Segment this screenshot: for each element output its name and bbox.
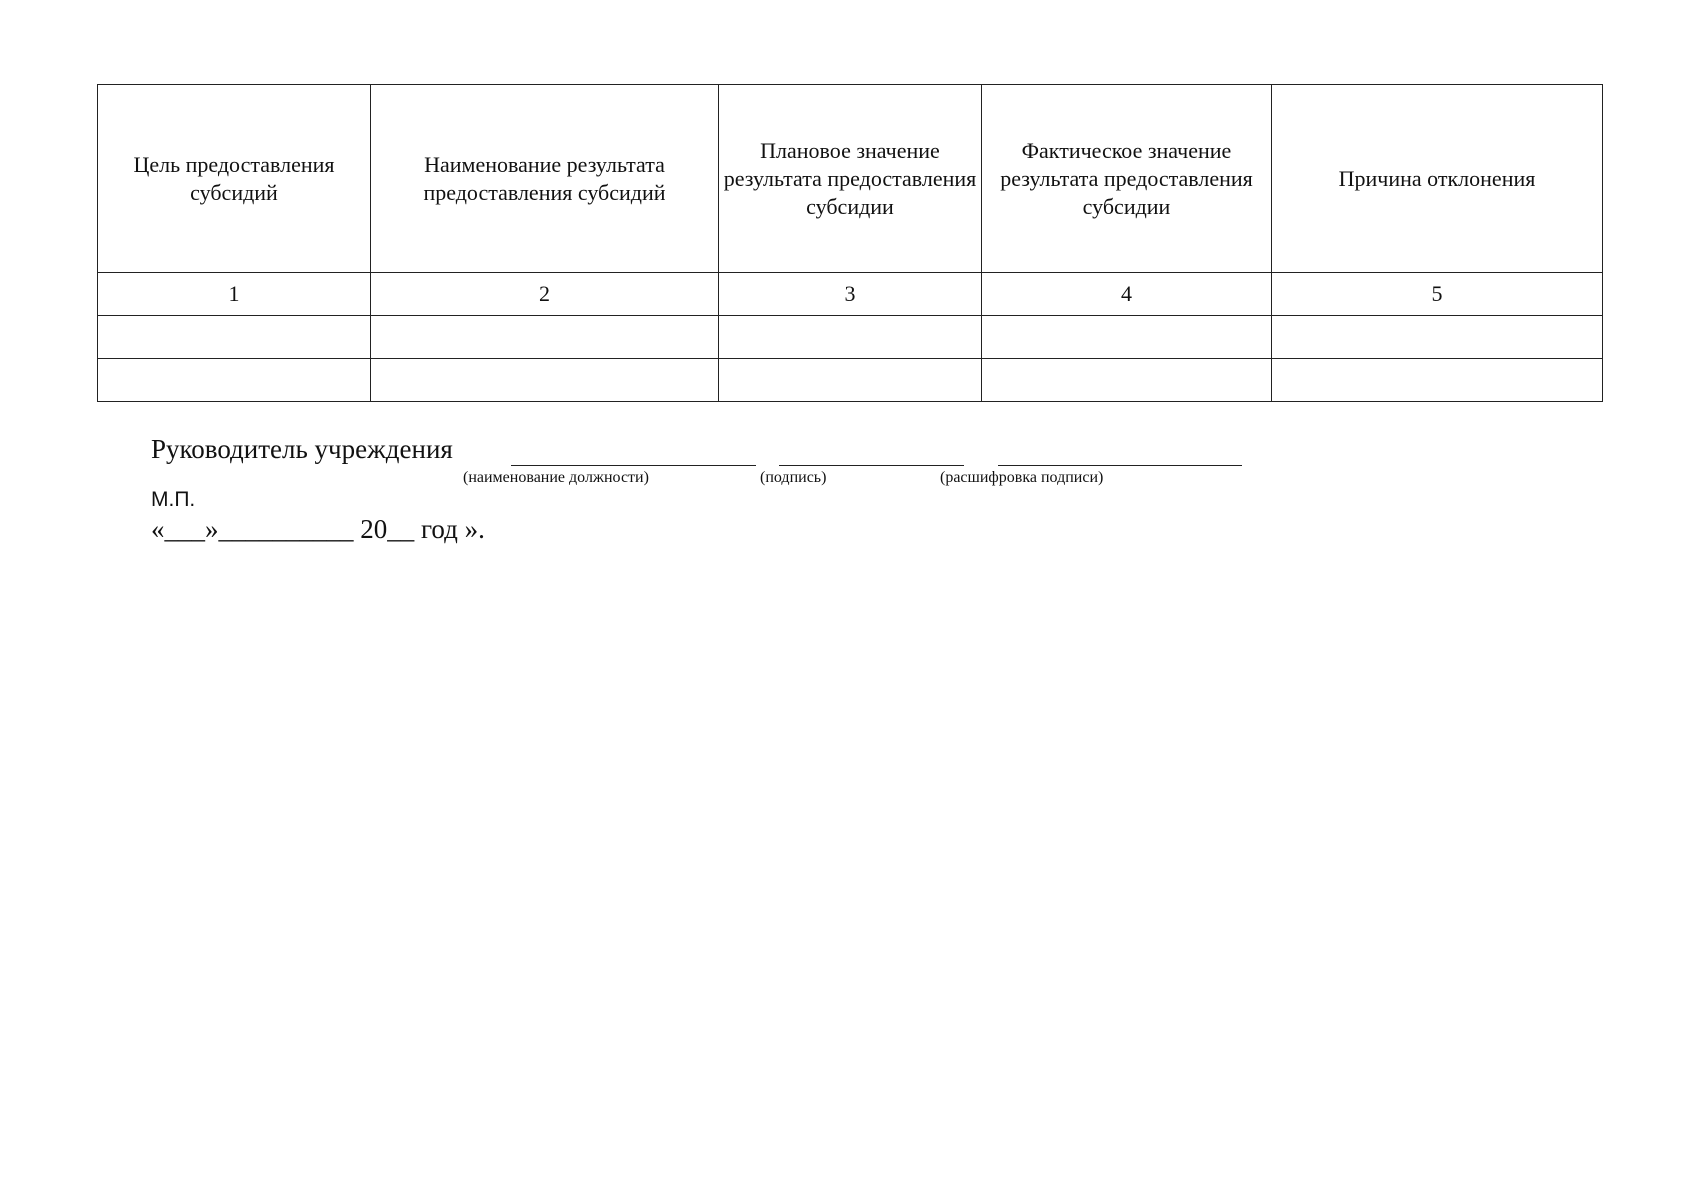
- column-number: 5: [1272, 273, 1603, 316]
- header-result-name: Наименование результата предоставления субсидий: [371, 85, 719, 273]
- header-subsidy-goal: Цель предоставления субсидий: [98, 85, 371, 273]
- table-cell: [98, 316, 371, 359]
- table-cell: [98, 359, 371, 402]
- header-deviation-reason: Причина отклонения: [1272, 85, 1603, 273]
- table-cell: [982, 359, 1272, 402]
- position-blank-line: [511, 465, 756, 466]
- signature-decode-blank-line: [998, 465, 1242, 466]
- head-of-institution-label: Руководитель учреждения: [151, 434, 453, 464]
- header-actual-value: Фактическое значение результата предоставления субсидии: [982, 85, 1272, 273]
- table-cell: [719, 316, 982, 359]
- date-line: «___»__________ 20__ год ».: [151, 514, 485, 544]
- signature-blank-line: [779, 465, 964, 466]
- column-number: 3: [719, 273, 982, 316]
- column-number: 1: [98, 273, 371, 316]
- header-planned-value: Плановое значение результата предоставления субсидии: [719, 85, 982, 273]
- seal-place-label: М.П.: [151, 488, 196, 511]
- position-caption: (наименование должности): [463, 469, 649, 486]
- table-cell: [371, 359, 719, 402]
- table-cell: [719, 359, 982, 402]
- table-header-row: [98, 85, 1603, 273]
- signature-decode-caption: (расшифровка подписи): [940, 469, 1104, 486]
- table-cell: [371, 316, 719, 359]
- table-row: [98, 316, 1603, 359]
- column-number: 4: [982, 273, 1272, 316]
- column-number: 2: [371, 273, 719, 316]
- table-row: [98, 359, 1603, 402]
- signature-caption: (подпись): [760, 469, 827, 486]
- results-table: [97, 84, 1603, 402]
- table-cell: [982, 316, 1272, 359]
- table-cell: [1272, 359, 1603, 402]
- table-cell: [1272, 316, 1603, 359]
- column-number-row: [98, 273, 1603, 316]
